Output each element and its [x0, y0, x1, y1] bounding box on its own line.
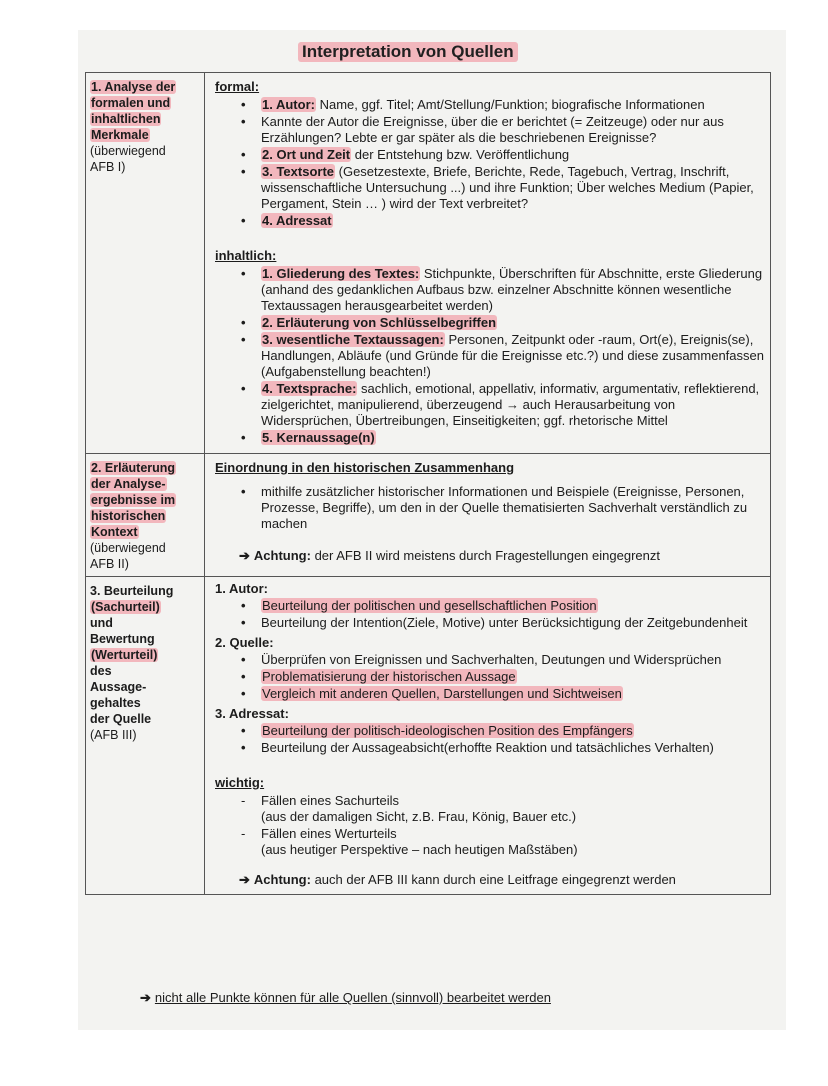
label-line: AFB II)	[90, 557, 129, 571]
label-line: und	[90, 616, 113, 630]
list-item: • Beurteilung der politisch-ideologischen Position des Empfängers	[261, 723, 764, 739]
footer-note: ➔ nicht alle Punkte können für alle Quellen (sinnvoll) bearbeitet werden	[140, 990, 551, 1005]
bullet-list	[215, 97, 764, 229]
note: ➔ Achtung: auch der AFB III kann durch eine Leitfrage eingegrenzt werden	[239, 872, 676, 887]
bullet-list	[215, 266, 764, 446]
list-item: • mithilfe zusätzlicher historischer Informationen und Beispiele (Ereignisse, Personen, Prozesse, Begriffe), um den in der Quelle thematisierten Sachverhalt verständlich zu machen	[261, 484, 764, 532]
list-item: • 4. Textsprache: sachlich, emotional, appellativ, informativ, argumentativ, reflektierend, zielgerichtet, manipulierend, überzeugend → auch Herausarbeitung von Widersprüchen, Übertreibungen, Einseitigkeiten; ggf. rhetorische Mittel	[261, 381, 764, 429]
row-label	[86, 577, 205, 895]
list-item: • Beurteilung der politischen und gesellschaftlichen Position	[261, 598, 764, 614]
label-line: Bewertung	[90, 632, 155, 646]
row-content	[205, 454, 771, 577]
list-item: • Kannte der Autor die Ereignisse, über die er berichtet (= Zeitzeuge) oder nur aus Erzählungen? Lebte er gar später als die beschriebenen Ereignisse?	[261, 114, 764, 146]
label-line: des	[90, 664, 112, 678]
page-title: Interpretation von Quellen	[298, 42, 518, 62]
label-line: ergebnisse im	[91, 493, 176, 507]
label-line: (Werturteil)	[91, 648, 158, 662]
row-content	[205, 577, 771, 895]
arrow-icon: ➔	[140, 990, 151, 1005]
list-item: • Beurteilung der Aussageabsicht(erhoffte Reaktion und tatsächliches Verhalten)	[261, 740, 764, 756]
list-item: • Überprüfen von Ereignissen und Sachverhalten, Deutungen und Widersprüchen	[261, 652, 764, 668]
bullet-list	[215, 652, 764, 702]
list-item: • 1. Gliederung des Textes: Stichpunkte, Überschriften für Abschnitte, erste Gliederung (anhand des gedanklichen Aufbaus bzw. einzelner Abschnitte können wesentliche Textaussagen herausgearbeitet werden)	[261, 266, 764, 314]
subsection-heading: 1. Autor:	[215, 581, 268, 596]
list-item: • Beurteilung der Intention(Ziele, Motive) unter Berücksichtigung der Zeitgebundenheit	[261, 615, 764, 631]
section-heading: inhaltlich:	[215, 248, 277, 263]
subsection-heading: 3. Adressat:	[215, 706, 289, 721]
section-heading: Einordnung in den historischen Zusammenhang	[215, 460, 515, 475]
label-line: (überwiegend	[90, 541, 166, 555]
section-heading: wichtig:	[215, 775, 265, 790]
label-line: 2. Erläuterung	[91, 461, 176, 475]
list-item: - Fällen eines Sachurteils (aus der damaligen Sicht, z.B. Frau, König, Bauer etc.)	[261, 793, 764, 825]
table-row	[86, 73, 771, 454]
list-item: • 5. Kernaussage(n)	[261, 430, 764, 446]
label-line: inhaltlichen	[91, 112, 161, 126]
list-item: • Problematisierung der historischen Aussage	[261, 669, 764, 685]
arrow-icon: ➔	[239, 872, 250, 887]
list-item: • 3. wesentliche Textaussagen: Personen, Zeitpunkt oder -raum, Ort(e), Ereignis(se), Handlungen, Abläufe (und Gründe für die Ereignisse etc.?) und diese zusammenfassen (Aufgabenstellung beachten!)	[261, 332, 764, 380]
row-label	[86, 73, 205, 454]
list-item: • 2. Ort und Zeit der Entstehung bzw. Veröffentlichung	[261, 147, 764, 163]
label-line: Aussage-	[90, 680, 147, 694]
bullet-list	[215, 723, 764, 756]
label-line: AFB I)	[90, 160, 126, 174]
list-item: • 3. Textsorte (Gesetzestexte, Briefe, Berichte, Rede, Tagebuch, Vertrag, Inschrift, wissenschaftliche Untersuchung ...) und ihre Funktion; Über welches Medium (Papier, Pergament, Stein … ) wird der Text verbreitet?	[261, 164, 764, 212]
label-line: Kontext	[91, 525, 138, 539]
subsection-heading: 2. Quelle:	[215, 635, 274, 650]
row-label	[86, 454, 205, 577]
table-row	[86, 577, 771, 895]
list-item: • 1. Autor: Name, ggf. Titel; Amt/Stellung/Funktion; biografische Informationen	[261, 97, 764, 113]
label-line: (überwiegend	[90, 144, 166, 158]
label-line: gehaltes	[90, 696, 141, 710]
label-line: historischen	[91, 509, 166, 523]
label-line: 3. Beurteilung	[90, 584, 174, 598]
section-heading: formal:	[215, 79, 260, 94]
bullet-list	[215, 598, 764, 631]
label-line: formalen und	[91, 96, 171, 110]
list-item: • Vergleich mit anderen Quellen, Darstellungen und Sichtweisen	[261, 686, 764, 702]
label-line: der Analyse-	[91, 477, 166, 491]
note: ➔ Achtung: der AFB II wird meistens durch Fragestellungen eingegrenzt	[239, 548, 660, 563]
dash-list	[215, 793, 764, 858]
label-line: (Sachurteil)	[91, 600, 160, 614]
content-table	[85, 72, 771, 895]
row-content	[205, 73, 771, 454]
label-line: 1. Analyse der	[91, 80, 176, 94]
label-line: der Quelle	[90, 712, 152, 726]
list-item: • 2. Erläuterung von Schlüsselbegriffen	[261, 315, 764, 331]
table-row	[86, 454, 771, 577]
label-line: (AFB III)	[90, 728, 137, 742]
label-line: Merkmale	[91, 128, 149, 142]
bullet-list	[215, 484, 764, 532]
list-item: • 4. Adressat	[261, 213, 764, 229]
arrow-icon: ➔	[239, 548, 250, 563]
list-item: - Fällen eines Werturteils (aus heutiger Perspektive – nach heutigen Maßstäben)	[261, 826, 764, 858]
